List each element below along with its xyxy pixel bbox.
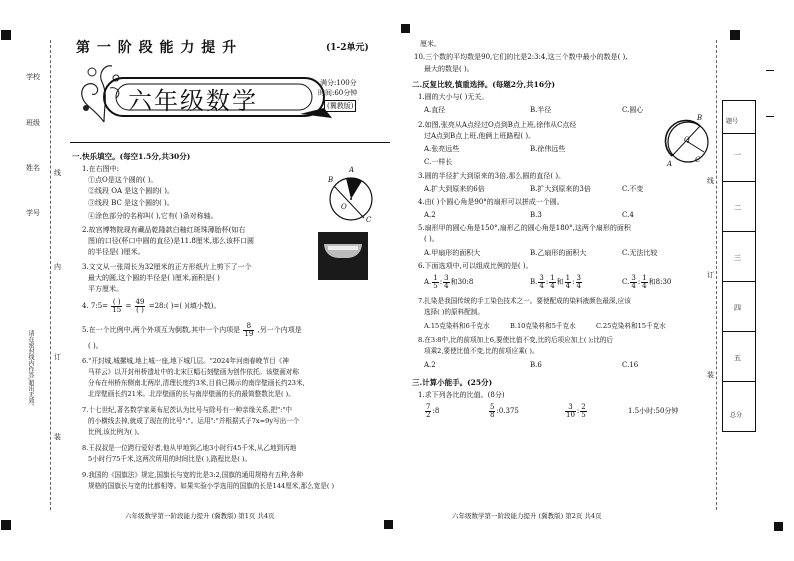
side-label-name: 姓名: [26, 164, 40, 172]
numerator: 1: [642, 273, 647, 282]
numerator: 7: [426, 402, 431, 411]
score-col-4: 四: [734, 304, 741, 312]
cut-mark: 订: [54, 353, 61, 361]
numerator: 1: [550, 273, 555, 282]
denominator: 2: [426, 410, 431, 419]
corner-mark: [1, 520, 11, 530]
question-text: 选择( )的原料配制。: [424, 308, 484, 316]
question-text: ②线段 OA 是这个圆的( )。: [88, 187, 174, 195]
option-a: A.: [424, 278, 432, 286]
option: A.扩大到原来的6倍: [424, 185, 485, 193]
option-a-tail: 和30:8: [450, 278, 474, 286]
numerator: 3: [565, 404, 576, 412]
denominator: 19: [244, 329, 254, 338]
figure-label-o: O: [341, 203, 347, 211]
cut-mark: 订: [707, 271, 714, 279]
option: B.扩大到原来的3倍: [530, 185, 591, 193]
question-text: 2.故宫博物院现有藏品乾隆款白釉红斑珠薄胎杯(如右: [82, 226, 246, 234]
option: C.无法比较: [622, 249, 658, 257]
denominator: 10: [566, 410, 575, 419]
exam-time: 时间:60分钟: [318, 89, 358, 97]
option: C.一样长: [424, 158, 453, 166]
score-col-5: 五: [734, 354, 741, 362]
score-col-3: 三: [734, 254, 741, 262]
fraction: [565, 275, 571, 290]
ratio-sign: :: [545, 278, 549, 286]
question-text: 1.求下列各比的比值。(8分): [418, 391, 505, 399]
option: A.张亮远些: [424, 145, 460, 153]
question-text: 10.三个数的平均数是90,它们的比是2:3:4,这三个数中最小的数是( ),: [414, 53, 628, 61]
fraction: [111, 299, 122, 314]
option: C.不变: [622, 185, 644, 193]
page-title: 第 一 阶 段 能 力 提 升: [76, 40, 238, 56]
cut-mark: 线: [707, 177, 714, 185]
question-4: [82, 298, 221, 314]
option-c: C.: [622, 278, 630, 286]
ratio-sign: :: [572, 278, 575, 286]
side-dash: [766, 70, 774, 71]
numerator: 3: [576, 273, 581, 282]
question-text: 3.圆的半径扩大到原来的3倍,那么圆的直径( )。: [418, 172, 566, 180]
question-text: 马祥云》以开封州桥遗址中的北宋巨幅石刻壁画为创作依托。该壁画对称: [88, 368, 299, 376]
figure-label-c: C: [695, 156, 701, 164]
figure-label-a: A: [667, 160, 673, 168]
question-text: 比例,该比例为( )。: [88, 428, 144, 436]
question-text: 规格的国旗长与宽的比都相等。如果实验小学选用的国旗的长是144厘米,那么宽是( ): [88, 482, 335, 490]
option: A.15克染料和6千克水: [424, 322, 490, 330]
figure-label-b: B: [697, 114, 703, 122]
option-row: [530, 274, 583, 290]
equals: =: [125, 302, 132, 310]
question-text: 北岸壁画长约21米。北岸壁画的长与南岸壁画的长的最简整数比是( )。: [88, 390, 295, 398]
question-5: [82, 322, 302, 338]
fraction: [443, 275, 449, 290]
corner-mark: [384, 520, 393, 529]
full-score: 满分:100分: [320, 79, 357, 87]
question-text: 分布在州桥东侧南北两岸,清理长度约3米,目前已揭示的南岸壁画长约23米,: [88, 379, 305, 387]
question-text: 过A点到B点上班,他俩上班路程( )。: [424, 132, 536, 140]
conjunction: 和: [556, 278, 564, 286]
option: A.甲扇形的面积大: [424, 249, 481, 257]
figure-label-b: B: [328, 176, 334, 184]
ratio-sign: :: [439, 278, 443, 286]
section-heading: 一.快乐填空。(每空1.5分,共30分): [72, 152, 191, 161]
question-text: ( )。: [88, 342, 103, 350]
question-text: 7.扎染是我国传统的手工染色技术之一。要使配成的染料液颜色最深,应该: [418, 297, 631, 305]
question-text: 6.下面选项中,可以组成比例的是( )。: [418, 262, 533, 270]
cut-mark: 装: [54, 433, 61, 441]
q5-text: 5.在一个比例中,两个外项互为倒数,其中一个内项是: [82, 326, 241, 334]
denominator: 4: [550, 281, 555, 290]
question-text: ①点O是这个圆的( )。: [88, 176, 158, 184]
side-dash: [766, 116, 774, 117]
question-text: 图)的口径(杯口中圆的直径)是11.8厘米,那么该杯口圆: [88, 237, 255, 245]
q4-suffix: =28:( )=( )(填小数)。: [148, 302, 221, 310]
question-text: 6."开封城,城摞城,地上城一座,地下城几层。"2024年河南春晚节目《神: [82, 357, 289, 365]
bowl-photo: [318, 232, 368, 280]
question-text: 的半径是( )厘米。: [88, 248, 145, 256]
score-col-1: 一: [734, 151, 741, 159]
numerator: 49: [135, 297, 145, 306]
option: B.徐伟远些: [530, 145, 566, 153]
calc-tail: :8: [432, 407, 440, 415]
numerator: 2: [581, 402, 586, 411]
question-text: 9.我国的《国旗法》规定,国旗长与宽的比是3:2,国旗的通用规格有五种,各种: [82, 471, 304, 479]
title-rule: [70, 142, 390, 143]
fraction: [641, 275, 647, 290]
denominator: 15: [112, 305, 122, 314]
cut-mark: 线: [54, 169, 61, 177]
question-text: 最大的圆,这个圆的半径是( )厘米,面积是( ): [88, 274, 220, 282]
question-text: 平方厘米。: [88, 285, 123, 293]
section-heading: 二.反复比较,慎重选择。(每题2分,共16分): [412, 80, 556, 89]
denominator: 5: [581, 410, 586, 419]
option: A.2: [424, 361, 436, 369]
question-text: 厘米。: [420, 40, 441, 48]
question-text: 3.文文从一张周长为32厘米的正方形纸片上剪下了一个: [82, 263, 252, 271]
option: B.3: [530, 211, 542, 219]
question-text: 5.扇形甲的圆心角是150°,扇形乙的圆心角是180°,这两个扇形的面积: [418, 224, 631, 232]
unit-label: (1-2单元): [326, 43, 369, 53]
score-col-header: 题号: [726, 118, 739, 125]
option-row: [622, 274, 671, 290]
fraction: [549, 275, 555, 290]
question-text: 8.在3:8中,比的前项加上6,要使比值不变,比的后项应加上( );比的后: [418, 336, 614, 344]
question-text: 5小时行75千米,这两次所用的时间比是( ),路程比是( )。: [88, 455, 252, 463]
corner-mark: [730, 30, 740, 40]
side-label-class: 班级: [26, 119, 40, 127]
q4-prefix: 4. 7:5=: [82, 302, 109, 310]
question-text: 4.由( )个圆心角是90°的扇形可以拼成一个圆。: [418, 198, 564, 206]
q5-text: ,另一个内项是: [257, 326, 302, 334]
numerator: 3: [631, 273, 636, 282]
edition-badge: (冀教版): [324, 100, 356, 112]
denominator: 8: [490, 410, 495, 419]
fraction: [135, 299, 146, 314]
option: B.半径: [530, 106, 552, 114]
question-text: ④涂色部分的名称叫( ),它有( )条对称轴。: [88, 212, 218, 220]
question-text: 7.十七世纪,著名数学家莱布尼茨认为比号与除号有一种亲缘关系,把":"中: [82, 406, 292, 414]
option-c-tail: 和8:30: [648, 278, 672, 286]
numerator: 1: [433, 273, 438, 282]
option: B.6: [530, 361, 542, 369]
binding-line: [716, 40, 717, 510]
numerator: 5: [490, 402, 495, 411]
option: A.2: [424, 211, 436, 219]
fraction: [489, 404, 495, 419]
question-text: 2.如图,张亮从A点经过O点到B点上班,徐伟从C点经: [418, 121, 577, 129]
question-text: 的小横线去掉,就成了现在的比号":"。运用":"并根据式子7x=9y写出一个: [88, 417, 300, 425]
corner-mark: [774, 522, 783, 531]
option: A.直径: [424, 106, 446, 114]
subject-banner: 六年级数学: [128, 87, 258, 115]
fraction: [538, 275, 544, 290]
denominator: 4: [631, 281, 636, 290]
denominator: 4: [565, 281, 571, 290]
numerator: ( ): [112, 297, 121, 306]
numerator: 1: [565, 273, 571, 282]
side-label-number: 学号: [26, 209, 40, 217]
fraction: [425, 404, 431, 419]
calc-item: [488, 403, 519, 419]
question-text: ③线段 BC 是这个圆的( )。: [88, 199, 174, 207]
question-text: ( )。: [424, 235, 439, 243]
score-col-total: 总分: [730, 412, 743, 419]
option: C.25克染料和15千克水: [596, 322, 666, 330]
calc-item: 1.5小时:50分钟: [628, 407, 679, 415]
calc-item: [424, 403, 439, 419]
side-label-school: 学校: [26, 73, 40, 81]
option: C.4: [622, 211, 634, 219]
fraction: [576, 275, 582, 290]
ratio-sign: :: [637, 278, 641, 286]
option: C.圆心: [622, 106, 644, 114]
score-col-2: 二: [734, 204, 741, 212]
question-text: 项乘2,要使比值不变,比的前项应乘( )。: [424, 347, 539, 355]
calc-tail: :0.375: [496, 407, 519, 415]
denominator: 4: [539, 281, 544, 290]
question-text: 8.王叔叔是一位跨行爱好者,他从甲地到乙地3小时行45千米,从乙地到丙地: [82, 444, 297, 452]
denominator: 4: [444, 281, 449, 290]
side-note: 请在密封线内作答,超出无效。: [27, 330, 34, 410]
option: C.16: [622, 361, 639, 369]
option: B.乙扇形的面积大: [530, 249, 587, 257]
cut-mark: 装: [707, 371, 714, 379]
cut-mark: 内: [54, 263, 61, 271]
denominator: 5: [433, 281, 438, 290]
section-heading: 三.计算小能手。(25分): [412, 378, 493, 387]
corner-mark: [401, 24, 410, 33]
question-text: 1.圆的大小与( )无关。: [418, 93, 489, 101]
denominator: 4: [576, 281, 581, 290]
denominator: ( ): [136, 305, 144, 314]
option: B.10克染料和5千克水: [510, 322, 576, 330]
question-text: 最大的数是( )。: [424, 65, 474, 73]
numerator: 3: [444, 273, 449, 282]
page-footer: 六年级数学第一阶段能力提升 (冀教版) 第2页 共4页: [452, 512, 602, 520]
page-footer: 六年级数学第一阶段能力提升 (冀教版) 第1页 共4页: [125, 512, 275, 520]
option-b: B.: [530, 278, 538, 286]
fraction: [580, 404, 586, 419]
fraction: [630, 275, 636, 290]
fraction: [565, 404, 576, 419]
fraction: [432, 275, 438, 290]
numerator: 3: [539, 273, 544, 282]
calc-item: [564, 403, 588, 419]
numerator: 8: [243, 323, 254, 331]
option-row: [424, 274, 473, 290]
fraction: [243, 323, 254, 338]
figure-label-c: C: [366, 216, 372, 224]
ratio-sign: :: [576, 407, 580, 415]
figure-label-a: A: [349, 166, 355, 174]
corner-mark: [1, 30, 11, 40]
figure-label-o: O: [684, 136, 690, 144]
question-text: 1.在右图中:: [82, 165, 120, 173]
denominator: 4: [642, 281, 647, 290]
binding-line: [50, 40, 51, 510]
